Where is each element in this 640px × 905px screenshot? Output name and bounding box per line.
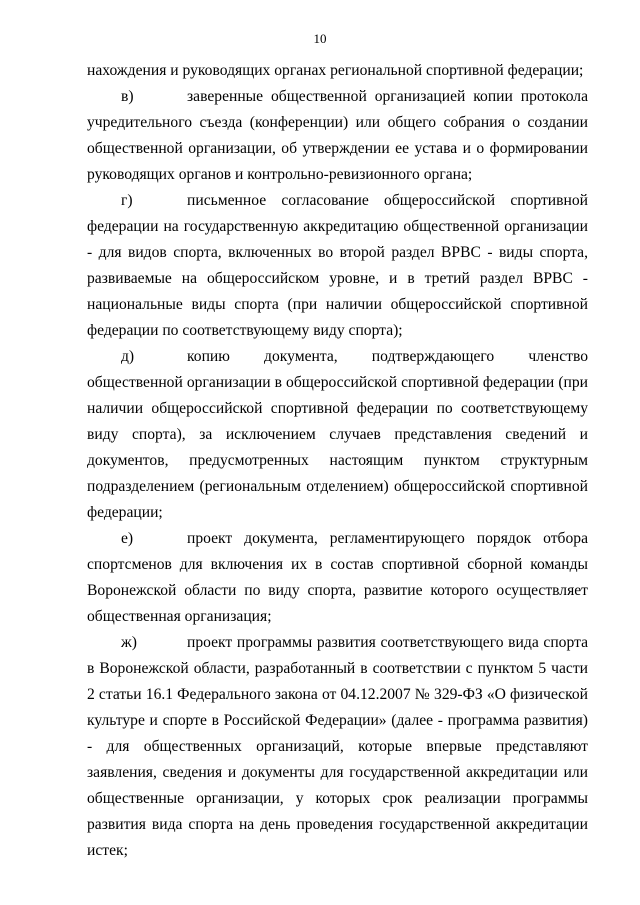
paragraph-text: нахождения и руководящих органах региональной спортивной федерации; bbox=[87, 62, 584, 79]
list-item-text: копию документа, подтверждающего членство общественной организации в общероссийской спортивной федерации (при наличии общероссийской спортивной федерации по соответствующему виду спорта), за исключением случаев представления сведений и документов, предусмотренных настоящим пунктом структурным подразделением (региональным отделением) общероссийской спортивной федерации; bbox=[87, 348, 588, 521]
list-item-text: заверенные общественной организацией копии протокола учредительного съезда (конференции) или общего собрания о создании общественной организации, об утверждении ее устава и о формировании руководящих органов и контрольно-ревизионного органа; bbox=[87, 88, 588, 183]
list-item-text: письменное согласование общероссийской спортивной федерации на государственную аккредитацию общественной организации - для видов спорта, включенных во второй раздел ВРВС - виды спорта, развиваемые на общероссийском уровне, и в третий раздел ВРВС - национальные виды спорта (при наличии общероссийской спортивной федерации по соответствующему виду спорта); bbox=[87, 192, 588, 339]
list-item-label: г) bbox=[121, 192, 133, 209]
list-item-d bbox=[87, 344, 588, 526]
list-item-zh bbox=[87, 630, 588, 864]
list-item-text: проект программы развития соответствующего вида спорта в Воронежской области, разработанный в соответствии с пунктом 5 части 2 статьи 16.1 Федерального закона от 04.12.2007 № 329-ФЗ «О физической культуре и спорте в Российской Федерации» (далее - программа развития) - для общественных организаций, которые впервые представляют заявления, сведения и документы для государственной аккредитации или общественные организации, у которых срок реализации программы развития вида спорта на день проведения государственной аккредитации истек; bbox=[87, 634, 588, 859]
list-item-label: в) bbox=[121, 88, 134, 105]
list-item-e bbox=[87, 526, 588, 630]
list-item-g bbox=[87, 188, 588, 344]
paragraph-continuation bbox=[87, 58, 588, 84]
list-item-label: е) bbox=[121, 530, 134, 547]
list-item-v bbox=[87, 84, 588, 188]
list-item-label: ж) bbox=[121, 634, 137, 651]
document-body bbox=[87, 58, 588, 864]
list-item-text: проект документа, регламентирующего порядок отбора спортсменов для включения их в состав спортивной сборной команды Воронежской области по виду спорта, развитие которого осуществляет общественная организация; bbox=[87, 530, 588, 625]
page-number: 10 bbox=[313, 31, 327, 46]
list-item-label: д) bbox=[121, 348, 135, 365]
